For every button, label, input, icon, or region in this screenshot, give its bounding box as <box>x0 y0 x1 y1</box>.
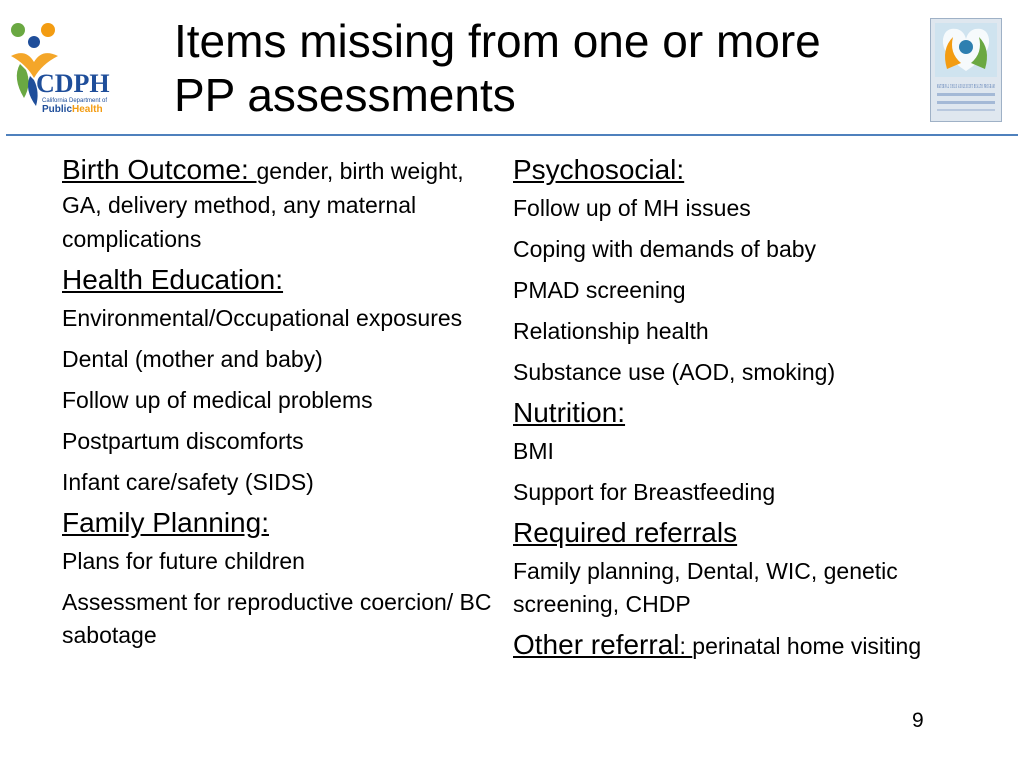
list-item: Support for Breastfeeding <box>513 479 776 505</box>
list-item: Assessment for reproductive coercion/ BC sabotage <box>62 589 492 648</box>
page-number: 9 <box>912 709 924 732</box>
list-item: Infant care/safety (SIDS) <box>62 469 314 495</box>
family-planning-heading: Family Planning: <box>62 507 269 538</box>
birth-outcome-block <box>62 154 492 256</box>
cdph-abbr: CDPH <box>36 69 110 98</box>
list-item: Postpartum discomforts <box>62 428 304 454</box>
cdph-dept: California Department of <box>42 98 108 104</box>
slide-title <box>174 14 914 122</box>
list-item: Relationship health <box>513 318 709 344</box>
mcah-logo <box>930 18 1002 122</box>
slide-title-line2: PP assessments <box>174 69 516 121</box>
cdph-logo <box>6 18 130 114</box>
cdph-public-health: PublicHealth <box>42 104 103 114</box>
title-divider <box>6 134 1018 136</box>
mcah-logo-text: MATERNAL CHILD ADOLESCENT HEALTH PROGRAM <box>937 84 995 90</box>
left-column <box>62 154 492 660</box>
list-item: Coping with demands of baby <box>513 236 817 262</box>
list-item: Dental (mother and baby) <box>62 346 323 372</box>
other-referral-colon: : <box>679 633 693 659</box>
other-referral-text: perinatal home visiting <box>692 633 922 659</box>
cdph-logo-graphic <box>6 18 130 114</box>
slide-title-line1: Items missing from one or more <box>174 15 821 67</box>
list-item: PMAD screening <box>513 277 686 303</box>
list-item: Follow up of medical problems <box>62 387 373 413</box>
list-item: Plans for future children <box>62 548 305 574</box>
required-referrals-heading: Required referrals <box>513 517 738 548</box>
other-referral-heading: Other referral <box>513 629 680 660</box>
list-item: Substance use (AOD, smoking) <box>513 359 836 385</box>
birth-outcome-heading: Birth Outcome: <box>62 154 257 185</box>
required-referrals-text: Family planning, Dental, WIC, genetic screening, CHDP <box>513 558 898 617</box>
birth-outcome-text: gender, birth weight, GA, delivery method, any maternal complications <box>62 158 464 252</box>
psychosocial-heading: Psychosocial: <box>513 154 685 185</box>
list-item: BMI <box>513 438 554 464</box>
mcah-logo-graphic <box>931 19 1001 121</box>
health-education-heading: Health Education: <box>62 264 284 295</box>
list-item: Environmental/Occupational exposures <box>62 305 463 331</box>
list-item: Follow up of MH issues <box>513 195 751 221</box>
right-column <box>513 154 933 668</box>
nutrition-heading: Nutrition: <box>513 397 626 428</box>
other-referral-block <box>513 629 933 662</box>
